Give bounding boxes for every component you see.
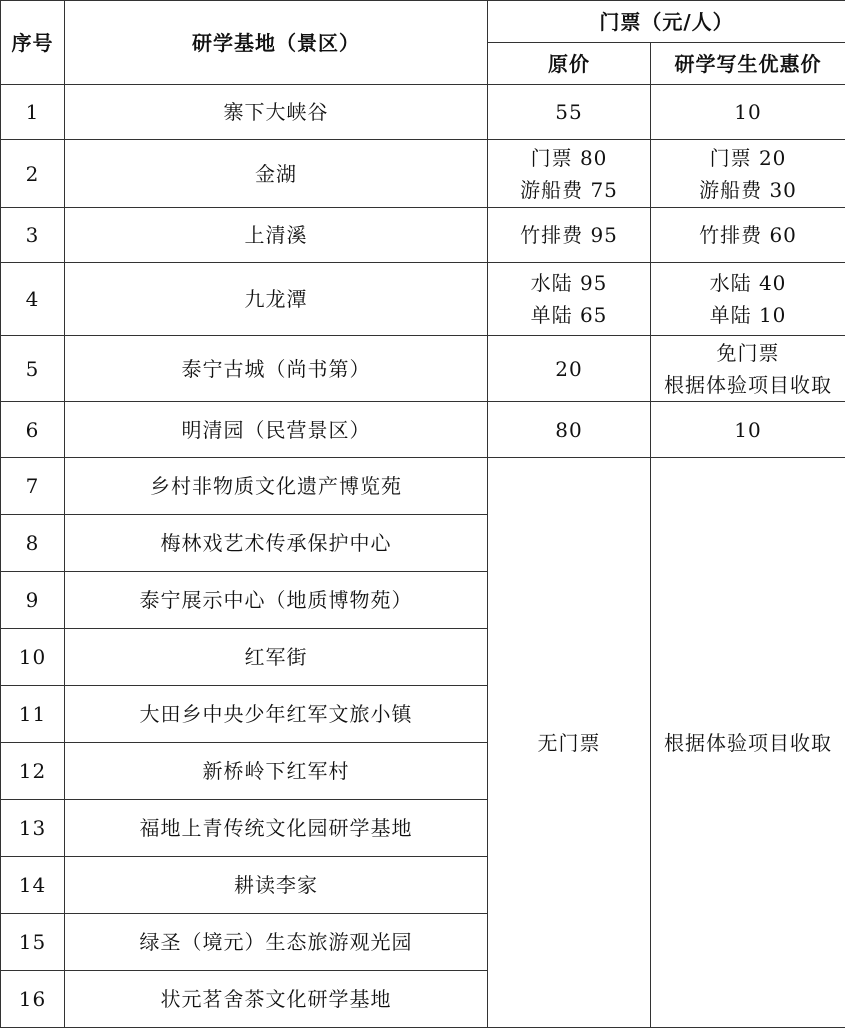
table-row — [1, 263, 845, 336]
price-line: 55 — [555, 100, 583, 124]
price-line: 单陆 10 — [709, 303, 787, 327]
price-line: 游船费 75 — [520, 177, 618, 202]
discount-price-cell — [651, 208, 845, 263]
site-name: 明清园（民营景区） — [65, 402, 488, 458]
header-original-price: 原价 — [488, 43, 651, 85]
discount-price-cell — [651, 402, 845, 458]
discount-price-cell — [651, 336, 845, 402]
table-row — [1, 458, 845, 515]
price-line: 游船费 30 — [699, 177, 797, 202]
original-price-cell — [488, 140, 651, 208]
price-line: 免门票 — [716, 340, 780, 365]
price-line: 10 — [734, 417, 762, 442]
site-name: 泰宁展示中心（地质博物苑） — [65, 572, 488, 629]
price-line: 门票 80 — [530, 145, 608, 170]
row-index: 4 — [1, 263, 65, 336]
original-price-cell — [488, 263, 651, 336]
site-name: 耕读李家 — [65, 857, 488, 914]
site-name: 金湖 — [65, 140, 488, 208]
price-line: 门票 20 — [709, 145, 787, 170]
price-line: 根据体验项目收取 — [664, 372, 832, 397]
site-name: 上清溪 — [65, 208, 488, 263]
row-index: 9 — [1, 572, 65, 629]
table-row — [1, 402, 845, 458]
site-name: 大田乡中央少年红军文旅小镇 — [65, 686, 488, 743]
table-row — [1, 336, 845, 402]
site-name: 寨下大峡谷 — [65, 85, 488, 140]
site-name: 新桥岭下红军村 — [65, 743, 488, 800]
header-ticket-group: 门票（元/人） — [488, 1, 845, 43]
original-price-cell — [488, 336, 651, 402]
site-name: 泰宁古城（尚书第） — [65, 336, 488, 402]
site-name: 红军街 — [65, 629, 488, 686]
header-row — [1, 1, 845, 43]
discount-price-cell — [651, 85, 845, 140]
price-line: 20 — [555, 356, 583, 381]
row-index: 7 — [1, 458, 65, 515]
discount-price-cell — [651, 140, 845, 208]
price-line: 水陆 95 — [530, 271, 608, 295]
price-line: 竹排费 95 — [520, 223, 618, 247]
original-price-cell — [488, 85, 651, 140]
header-site: 研学基地（景区） — [65, 1, 488, 85]
row-index: 6 — [1, 402, 65, 458]
price-line: 单陆 65 — [530, 303, 608, 327]
price-line: 竹排费 60 — [699, 223, 797, 247]
site-name: 乡村非物质文化遗产博览苑 — [65, 458, 488, 515]
table-row — [1, 140, 845, 208]
site-name: 状元茗舍茶文化研学基地 — [65, 971, 488, 1028]
original-price-cell — [488, 402, 651, 458]
row-index: 13 — [1, 800, 65, 857]
row-index: 3 — [1, 208, 65, 263]
free-original-price-cell: 无门票 — [488, 458, 651, 1028]
discount-price-cell — [651, 263, 845, 336]
row-index: 15 — [1, 914, 65, 971]
row-index: 5 — [1, 336, 65, 402]
row-index: 2 — [1, 140, 65, 208]
price-line: 80 — [555, 417, 583, 442]
original-price-cell — [488, 208, 651, 263]
row-index: 10 — [1, 629, 65, 686]
site-name: 九龙潭 — [65, 263, 488, 336]
price-line: 水陆 40 — [709, 271, 787, 295]
free-discount-price-cell: 根据体验项目收取 — [651, 458, 845, 1028]
price-line: 10 — [734, 100, 762, 124]
table-row — [1, 208, 845, 263]
site-name: 梅林戏艺术传承保护中心 — [65, 515, 488, 572]
row-index: 8 — [1, 515, 65, 572]
header-discount-price: 研学写生优惠价 — [651, 43, 845, 85]
header-index: 序号 — [1, 1, 65, 85]
row-index: 11 — [1, 686, 65, 743]
table-row — [1, 85, 845, 140]
site-name: 绿圣（境元）生态旅游观光园 — [65, 914, 488, 971]
site-name: 福地上青传统文化园研学基地 — [65, 800, 488, 857]
row-index: 16 — [1, 971, 65, 1028]
row-index: 1 — [1, 85, 65, 140]
row-index: 12 — [1, 743, 65, 800]
row-index: 14 — [1, 857, 65, 914]
